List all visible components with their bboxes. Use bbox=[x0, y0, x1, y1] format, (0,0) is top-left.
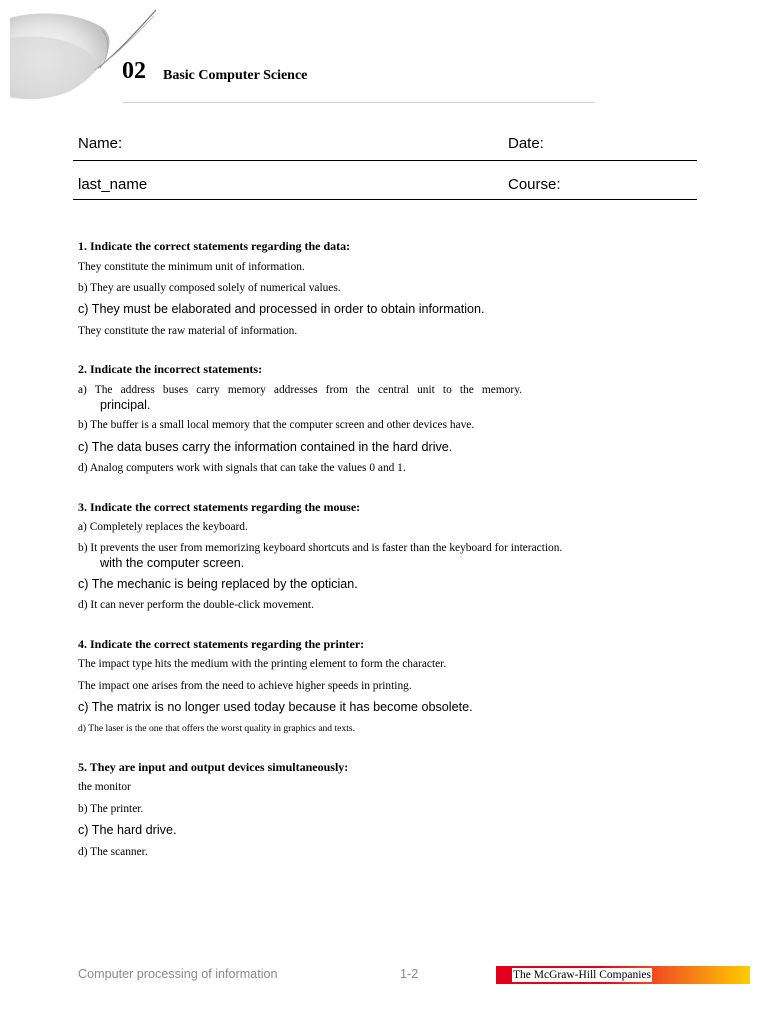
last-name-course-line bbox=[73, 199, 697, 200]
question-5-option-b: b) The printer. bbox=[78, 803, 144, 815]
name-label: Name: bbox=[78, 135, 123, 152]
name-date-line bbox=[73, 160, 697, 161]
question-4-option-c: c) The matrix is no longer used today because it has become obsolete. bbox=[78, 700, 473, 714]
question-3-option-c: c) The mechanic is being replaced by the optician. bbox=[78, 577, 358, 591]
question-4-option-b: The impact one arises from the need to achieve higher speeds in printing. bbox=[78, 680, 412, 692]
publisher-name: The McGraw-Hill Companies bbox=[513, 969, 651, 981]
question-5-title: 5. They are input and output devices simultaneously: bbox=[78, 760, 349, 774]
header-divider bbox=[123, 102, 595, 103]
question-4-title: 4. Indicate the correct statements regarding the printer: bbox=[78, 637, 365, 651]
question-3-option-b-continuation: with the computer screen. bbox=[100, 556, 245, 570]
question-2-option-a-continuation: principal. bbox=[100, 398, 151, 412]
question-5-option-c: c) The hard drive. bbox=[78, 823, 177, 837]
chapter-title: Basic Computer Science bbox=[163, 68, 308, 83]
page-number: 1-2 bbox=[400, 967, 419, 981]
last-name-label: last_name bbox=[78, 176, 148, 193]
question-1-option-d: They constitute the raw material of information. bbox=[78, 325, 298, 337]
question-3-option-b: b) It prevents the user from memorizing keyboard shortcuts and is faster than the keyboard for interaction. bbox=[78, 542, 563, 554]
question-1-option-b: b) They are usually composed solely of numerical values. bbox=[78, 282, 341, 294]
question-5-option-a: the monitor bbox=[78, 781, 131, 793]
date-label: Date: bbox=[508, 135, 544, 152]
question-4-option-d: d) The laser is the one that offers the worst quality in graphics and texts. bbox=[78, 723, 355, 734]
question-2-title: 2. Indicate the incorrect statements: bbox=[78, 362, 263, 376]
question-1-option-a: They constitute the minimum unit of information. bbox=[78, 261, 305, 273]
question-2-option-c: c) The data buses carry the information contained in the hard drive. bbox=[78, 440, 453, 454]
chapter-swoosh-logo bbox=[8, 8, 160, 104]
question-2-option-b: b) The buffer is a small local memory that the computer screen and other devices have. bbox=[78, 419, 475, 431]
question-1-title: 1. Indicate the correct statements regarding the data: bbox=[78, 239, 351, 253]
question-1-option-c: c) They must be elaborated and processed in order to obtain information. bbox=[78, 302, 485, 316]
question-5-option-d: d) The scanner. bbox=[78, 846, 148, 858]
question-2-option-a: a) The address buses carry memory addresses from the central unit to the memory. bbox=[78, 384, 522, 396]
chapter-number: 02 bbox=[122, 58, 146, 84]
question-3-option-a: a) Completely replaces the keyboard. bbox=[78, 521, 248, 533]
question-2-option-d: d) Analog computers work with signals that can take the values 0 and 1. bbox=[78, 462, 406, 474]
question-3-title: 3. Indicate the correct statements regarding the mouse: bbox=[78, 500, 361, 514]
course-label: Course: bbox=[508, 176, 561, 193]
question-4-option-a: The impact type hits the medium with the printing element to form the character. bbox=[78, 658, 447, 670]
question-3-option-d: d) It can never perform the double-click movement. bbox=[78, 599, 314, 611]
footer-section-title: Computer processing of information bbox=[78, 967, 278, 981]
